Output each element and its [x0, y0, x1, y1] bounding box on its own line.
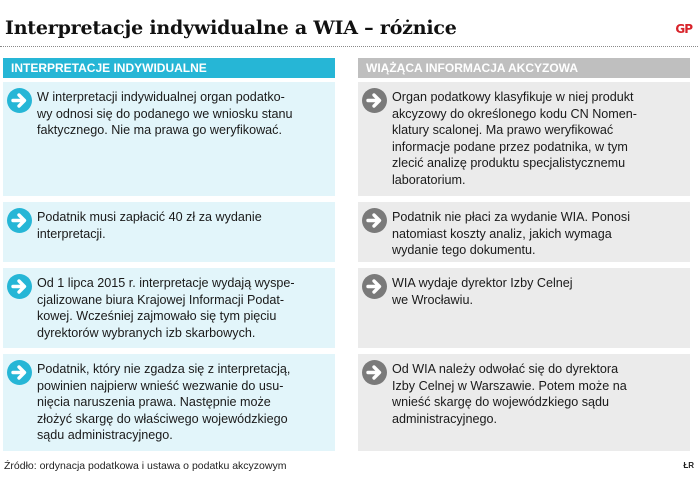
arrow-right-icon: [362, 208, 387, 233]
page-title: Interpretacje indywidualne a WIA – różnice: [5, 17, 457, 39]
left-column-header: INTERPRETACJE INDYWIDUALNE: [3, 58, 335, 78]
comparison-text: W interpretacji indywidualnej organ podatko- wy odnosi się do podanego we wniosku stanu faktycznego. Nie ma prawa go weryfikować.: [37, 90, 293, 138]
comparison-cell-left-4: [3, 354, 335, 451]
arrow-right-icon: [7, 208, 32, 233]
right-column-header: WIĄŻĄCA INFORMACJA AKCYZOWA: [358, 58, 690, 78]
arrow-right-icon: [362, 88, 387, 113]
arrow-right-icon: [362, 360, 387, 385]
comparison-text: Od WIA należy odwołać się do dyrektora Izby Celnej w Warszawie. Potem może na wnieść skargę do wojewódzkiego sądu administracyjnego.: [392, 362, 627, 426]
comparison-cell-left-2: [3, 202, 335, 262]
comparison-text: Od 1 lipca 2015 r. interpretacje wydają wyspe- cjalizowane biura Krajowej Informacji Podat- kowej. Wcześniej zajmowało się tym pięciu dyrektorów wybranych izb skarbowych.: [37, 276, 295, 340]
publisher-logo: GP: [675, 22, 692, 36]
arrow-right-icon: [7, 360, 32, 385]
title-divider: [0, 46, 698, 47]
arrow-right-icon: [7, 274, 32, 299]
comparison-text: Podatnik, który nie zgadza się z interpretacją, powinien najpierw wnieść wezwanie do usu- nięcia naruszenia prawa. Następnie może złożyć skargę do właściwego wojewódzkiego sądu administracyjnego.: [37, 362, 291, 443]
author-credit: ŁR: [683, 461, 694, 470]
comparison-cell-right-1: [358, 82, 690, 196]
comparison-text: Podatnik nie płaci za wydanie WIA. Ponosi natomiast koszty analiz, jakich wymaga wydanie tego dokumentu.: [392, 210, 631, 258]
comparison-text: Podatnik musi zapłacić 40 zł za wydanie interpretacji.: [37, 210, 262, 241]
source-note: Źródło: ordynacja podatkowa i ustawa o podatku akcyzowym: [4, 460, 287, 472]
comparison-cell-right-4: [358, 354, 690, 451]
comparison-cell-right-3: [358, 268, 690, 348]
comparison-cell-left-3: [3, 268, 335, 348]
comparison-cell-left-1: [3, 82, 335, 196]
arrow-right-icon: [7, 88, 32, 113]
comparison-text: WIA wydaje dyrektor Izby Celnej we Wrocławiu.: [392, 276, 573, 307]
comparison-cell-right-2: [358, 202, 690, 262]
comparison-text: Organ podatkowy klasyfikuje w niej produkt akcyzowy do określonego kodu CN Nomen- klatury scalonej. Ma prawo weryfikować informacje podane przez podatnika, w tym zlecić analizę produktu specjalistycznemu laboratorium.: [392, 90, 637, 187]
arrow-right-icon: [362, 274, 387, 299]
